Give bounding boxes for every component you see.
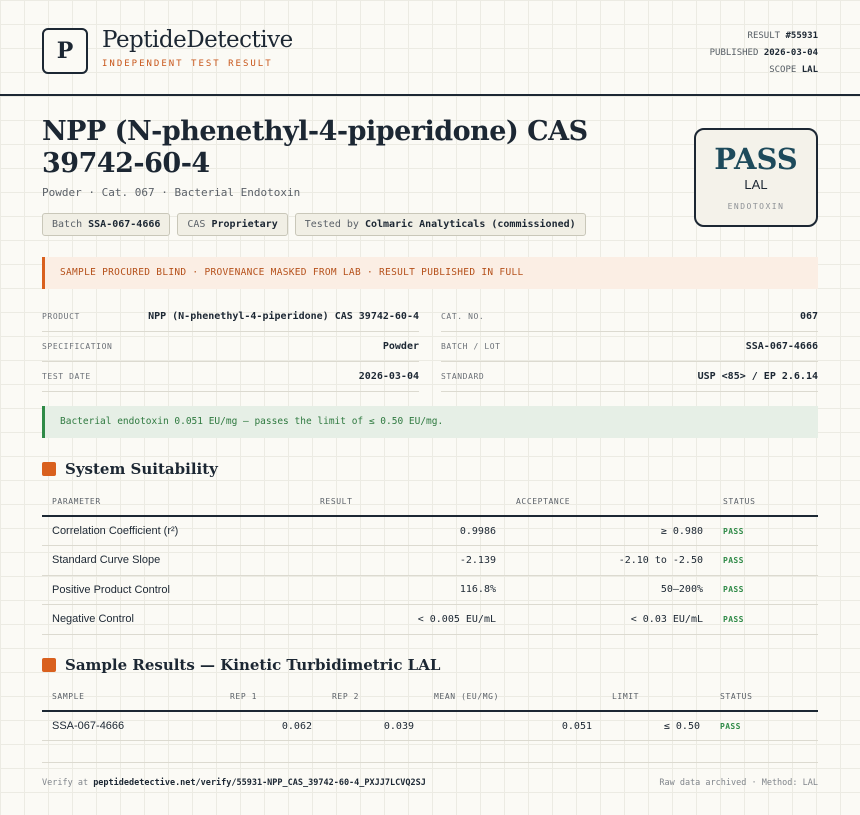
section-title: System Suitability xyxy=(65,460,218,478)
batch-chip xyxy=(42,213,170,236)
info-row xyxy=(441,362,818,392)
mean-cell: 0.051 xyxy=(424,711,602,741)
page-subtitle: Powder · Cat. 067 · Bacterial Endotoxin xyxy=(42,186,301,199)
limit-cell: ≤ 0.50 xyxy=(602,711,710,741)
meta-scope-value: LAL xyxy=(801,65,818,75)
info-label: PRODUCT xyxy=(42,312,80,321)
meta-scope xyxy=(710,62,818,79)
meta-result xyxy=(710,28,818,45)
column-header: LIMIT xyxy=(602,683,710,711)
info-label: CAT. NO. xyxy=(441,312,485,321)
tested-by-chip xyxy=(295,213,586,236)
info-grid-left xyxy=(42,302,419,392)
page-title: NPP (N-phenethyl-4-piperidone) CAS 39742-60-4 xyxy=(42,116,588,179)
table-row xyxy=(42,711,818,741)
verify-link[interactable]: peptidedetective.net/verify/55931-NPP_CAS_39742-60-4_PXJJ7LCVQ2SJ xyxy=(93,777,426,788)
batch-chip-label: Batch xyxy=(52,219,83,230)
parameter-cell: Correlation Coefficient (r²) xyxy=(42,516,310,546)
tested-by-chip-label: Tested by xyxy=(304,219,359,230)
verdict-word: PASS xyxy=(714,142,798,176)
report-header xyxy=(0,0,860,96)
verdict-method: LAL xyxy=(744,177,768,192)
result-summary: Bacterial endotoxin 0.051 EU/mg — passes the limit of ≤ 0.50 EU/mg. xyxy=(42,406,818,438)
table-header-row xyxy=(42,488,818,516)
info-label: TEST DATE xyxy=(42,372,91,381)
info-row xyxy=(441,302,818,332)
sample-cell: SSA-067-4666 xyxy=(42,711,220,741)
parameter-cell: Negative Control xyxy=(42,605,310,635)
result-cell: -2.139 xyxy=(310,546,506,576)
result-cell: 0.9986 xyxy=(310,516,506,546)
table-row xyxy=(42,605,818,635)
info-row xyxy=(441,332,818,362)
cas-chip-label: CAS xyxy=(187,219,206,230)
column-header: STATUS xyxy=(710,683,818,711)
status-badge: PASS xyxy=(713,516,818,546)
column-header: REP 1 xyxy=(220,683,322,711)
acceptance-cell: < 0.03 EU/mL xyxy=(506,605,713,635)
meta-result-label: RESULT xyxy=(747,31,781,41)
status-badge: PASS xyxy=(710,711,818,741)
verify-line xyxy=(42,778,426,788)
meta-published-label: PUBLISHED xyxy=(709,48,759,58)
tested-by-chip-value: Colmaric Analyticals (commissioned) xyxy=(364,219,576,230)
table-header-row xyxy=(42,683,818,711)
verify-label: Verify at xyxy=(42,777,89,788)
report-footer xyxy=(42,762,818,802)
meta-result-value: #55931 xyxy=(785,31,818,41)
info-label: STANDARD xyxy=(441,372,485,381)
brand-logo[interactable]: P xyxy=(42,28,88,74)
info-value: USP <85> / EP 2.6.14 xyxy=(697,371,818,382)
meta-scope-label: SCOPE xyxy=(769,65,797,75)
cas-chip xyxy=(177,213,287,236)
chip-row xyxy=(42,213,586,236)
parameter-cell: Standard Curve Slope xyxy=(42,546,310,576)
section-marker-icon xyxy=(42,658,56,672)
table-row xyxy=(42,546,818,576)
column-header: SAMPLE xyxy=(42,683,220,711)
footer-note: Raw data archived · Method: LAL xyxy=(659,777,818,788)
status-badge: PASS xyxy=(713,605,818,635)
info-grid-right xyxy=(441,302,818,392)
brand-name[interactable]: PeptideDetective xyxy=(102,27,293,53)
column-header: MEAN (EU/MG) xyxy=(424,683,602,711)
section-system-suitability xyxy=(42,460,218,478)
report-meta xyxy=(710,28,818,79)
info-value: NPP (N-phenethyl-4-piperidone) CAS 39742-60-4 xyxy=(148,311,419,322)
info-value: 067 xyxy=(799,311,818,322)
info-label: BATCH / LOT xyxy=(441,342,501,351)
rep1-cell: 0.062 xyxy=(220,711,322,741)
info-value: 2026-03-04 xyxy=(358,371,419,382)
verdict-stamp xyxy=(694,128,818,227)
result-cell: 116.8% xyxy=(310,575,506,605)
status-badge: PASS xyxy=(713,546,818,576)
rep2-cell: 0.039 xyxy=(322,711,424,741)
section-sample-results xyxy=(42,656,440,674)
info-row xyxy=(42,302,419,332)
section-marker-icon xyxy=(42,462,56,476)
info-value: Powder xyxy=(382,341,419,352)
parameter-cell: Positive Product Control xyxy=(42,575,310,605)
provenance-banner: SAMPLE PROCURED BLIND · PROVENANCE MASKED FROM LAB · RESULT PUBLISHED IN FULL xyxy=(42,257,818,289)
info-value: SSA-067-4666 xyxy=(745,341,818,352)
meta-published-value: 2026-03-04 xyxy=(763,48,818,58)
column-header: RESULT xyxy=(310,488,506,516)
brand-tagline: INDEPENDENT TEST RESULT xyxy=(102,59,273,69)
table-row xyxy=(42,575,818,605)
acceptance-cell: -2.10 to -2.50 xyxy=(506,546,713,576)
meta-published xyxy=(710,45,818,62)
suitability-table xyxy=(42,488,818,635)
info-label: SPECIFICATION xyxy=(42,342,113,351)
column-header: ACCEPTANCE xyxy=(506,488,713,516)
batch-chip-value: SSA-067-4666 xyxy=(88,219,161,230)
column-header: PARAMETER xyxy=(42,488,310,516)
status-badge: PASS xyxy=(713,575,818,605)
column-header: STATUS xyxy=(713,488,818,516)
result-cell: < 0.005 EU/mL xyxy=(310,605,506,635)
acceptance-cell: 50–200% xyxy=(506,575,713,605)
sample-results-table xyxy=(42,683,818,741)
column-header: REP 2 xyxy=(322,683,424,711)
table-row xyxy=(42,516,818,546)
info-row xyxy=(42,332,419,362)
section-title: Sample Results — Kinetic Turbidimetric LAL xyxy=(65,656,441,674)
cas-chip-value: Proprietary xyxy=(211,219,278,230)
verdict-sub: ENDOTOXIN xyxy=(727,202,785,211)
info-row xyxy=(42,362,419,392)
acceptance-cell: ≥ 0.980 xyxy=(506,516,713,546)
